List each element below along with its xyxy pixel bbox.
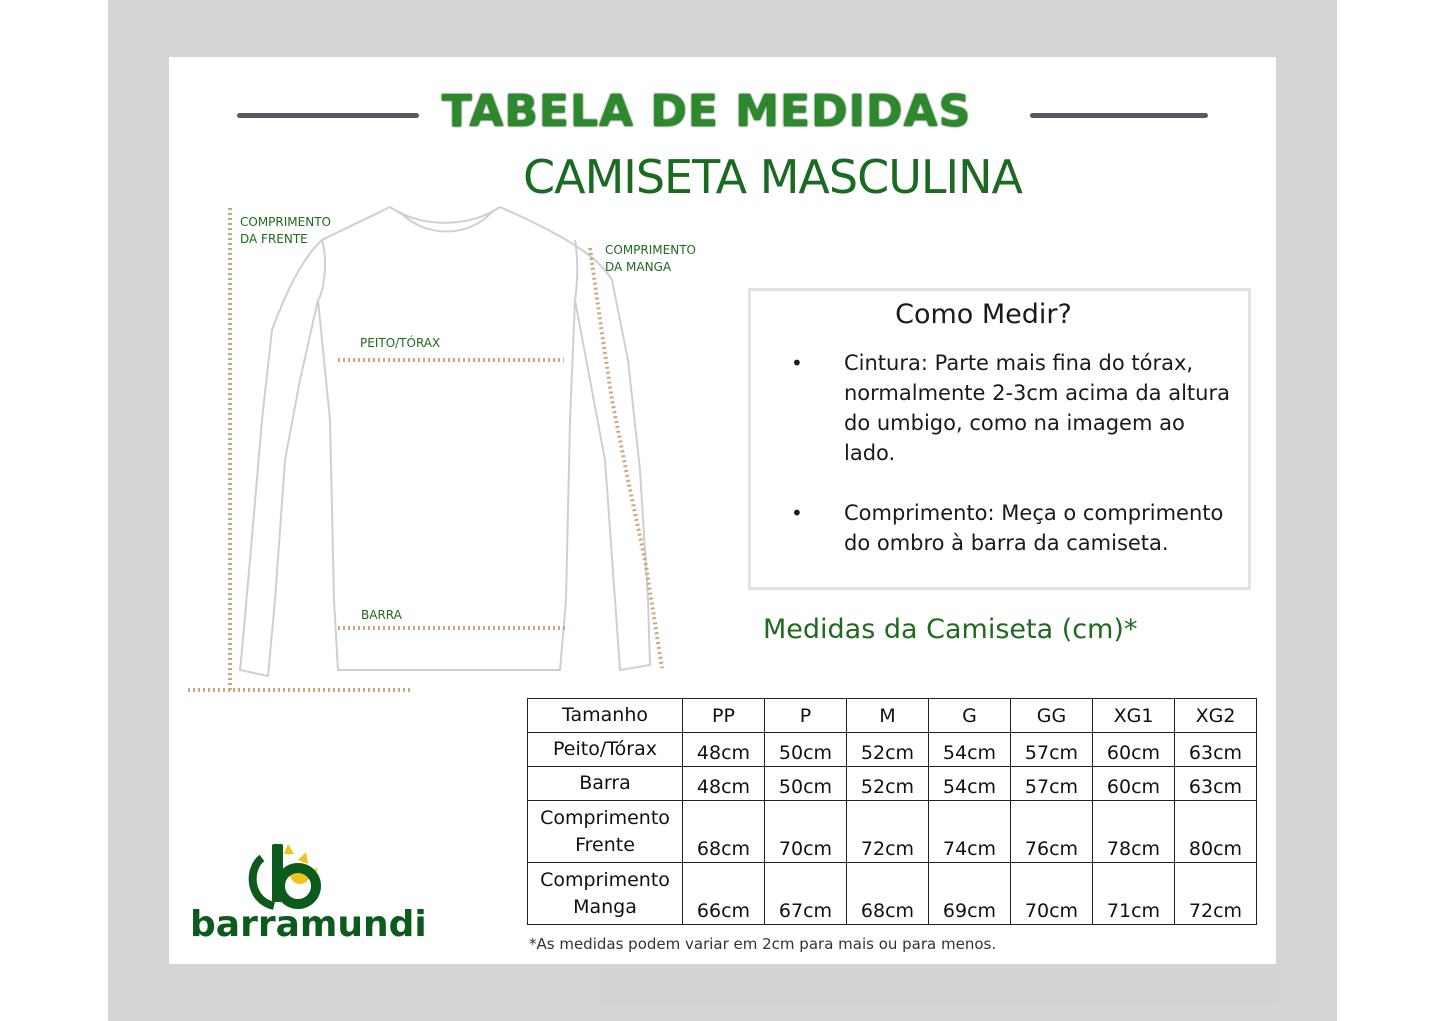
row-label: Barra xyxy=(528,767,683,801)
table-cell: 70cm xyxy=(765,801,847,863)
header-size: XG1 xyxy=(1093,699,1175,733)
shirt-diagram xyxy=(0,0,700,700)
table-cell: 48cm xyxy=(683,733,765,767)
size-table xyxy=(527,698,1257,925)
footnote: *As medidas podem variar em 2cm para mais ou para menos. xyxy=(529,935,997,953)
header-size: XG2 xyxy=(1175,699,1257,733)
table-cell: 66cm xyxy=(683,863,765,925)
table-row xyxy=(528,767,1257,801)
table-cell: 63cm xyxy=(1175,767,1257,801)
label-hem: BARRA xyxy=(361,608,402,622)
table-cell: 63cm xyxy=(1175,733,1257,767)
table-cell: 68cm xyxy=(847,863,929,925)
header-size: P xyxy=(765,699,847,733)
table-cell: 80cm xyxy=(1175,801,1257,863)
row-label xyxy=(528,801,683,863)
page-title: TABELA DE MEDIDAS xyxy=(441,86,972,137)
table-cell: 50cm xyxy=(765,767,847,801)
sun-b-logo-icon xyxy=(188,838,348,910)
table-header-row xyxy=(528,699,1257,733)
table-cell: 52cm xyxy=(847,767,929,801)
label-front-length-line1: COMPRIMENTO xyxy=(240,215,331,229)
table-row xyxy=(528,863,1257,925)
table-cell: 52cm xyxy=(847,733,929,767)
header-size: G xyxy=(929,699,1011,733)
row-label-line2: Frente xyxy=(575,833,635,856)
table-cell: 69cm xyxy=(929,863,1011,925)
table-title: Medidas da Camiseta (cm)* xyxy=(763,614,1138,645)
label-sleeve-length xyxy=(605,242,696,276)
bullet-2: • xyxy=(791,501,803,525)
table-cell: 60cm xyxy=(1093,767,1175,801)
table-cell: 57cm xyxy=(1011,767,1093,801)
ghost-shadow xyxy=(600,968,1276,1004)
row-label-line1: Comprimento xyxy=(540,806,670,829)
table-cell: 72cm xyxy=(1175,863,1257,925)
header-size: GG xyxy=(1011,699,1093,733)
row-label: Peito/Tórax xyxy=(528,733,683,767)
table-cell: 71cm xyxy=(1093,863,1175,925)
how-to-measure-box xyxy=(748,288,1251,590)
page-subtitle: CAMISETA MASCULINA xyxy=(523,150,1022,204)
table-cell: 50cm xyxy=(765,733,847,767)
table-cell: 76cm xyxy=(1011,801,1093,863)
table-cell: 70cm xyxy=(1011,863,1093,925)
table-cell: 78cm xyxy=(1093,801,1175,863)
table-cell: 48cm xyxy=(683,767,765,801)
header-size: PP xyxy=(683,699,765,733)
table-cell: 74cm xyxy=(929,801,1011,863)
table-row xyxy=(528,801,1257,863)
label-sleeve-length-line2: DA MANGA xyxy=(605,260,672,274)
table-cell: 72cm xyxy=(847,801,929,863)
table-row xyxy=(528,733,1257,767)
header-size-label: Tamanho xyxy=(528,699,683,733)
table-cell: 54cm xyxy=(929,767,1011,801)
row-label xyxy=(528,863,683,925)
label-sleeve-length-line1: COMPRIMENTO xyxy=(605,243,696,257)
table-cell: 60cm xyxy=(1093,733,1175,767)
how-to-measure-item-length: Comprimento: Meça o comprimento do ombro à barra da camiseta. xyxy=(844,501,1224,555)
header-size: M xyxy=(847,699,929,733)
how-to-measure-title: Como Medir? xyxy=(895,299,1072,330)
bullet-1: • xyxy=(791,351,803,375)
label-chest: PEITO/TÓRAX xyxy=(360,336,441,350)
table-cell: 68cm xyxy=(683,801,765,863)
label-front-length xyxy=(240,214,331,248)
row-label-line1: Comprimento xyxy=(540,868,670,891)
row-label-line2: Manga xyxy=(573,895,637,918)
table-cell: 54cm xyxy=(929,733,1011,767)
table-cell: 67cm xyxy=(765,863,847,925)
brand-name: barramundi xyxy=(190,904,427,945)
label-front-length-line2: DA FRENTE xyxy=(240,232,308,246)
how-to-measure-item-waist: Cintura: Parte mais fina do tórax, normalmente 2-3cm acima da altura do umbigo, como na imagem ao lado. xyxy=(844,351,1230,465)
table-cell: 57cm xyxy=(1011,733,1093,767)
